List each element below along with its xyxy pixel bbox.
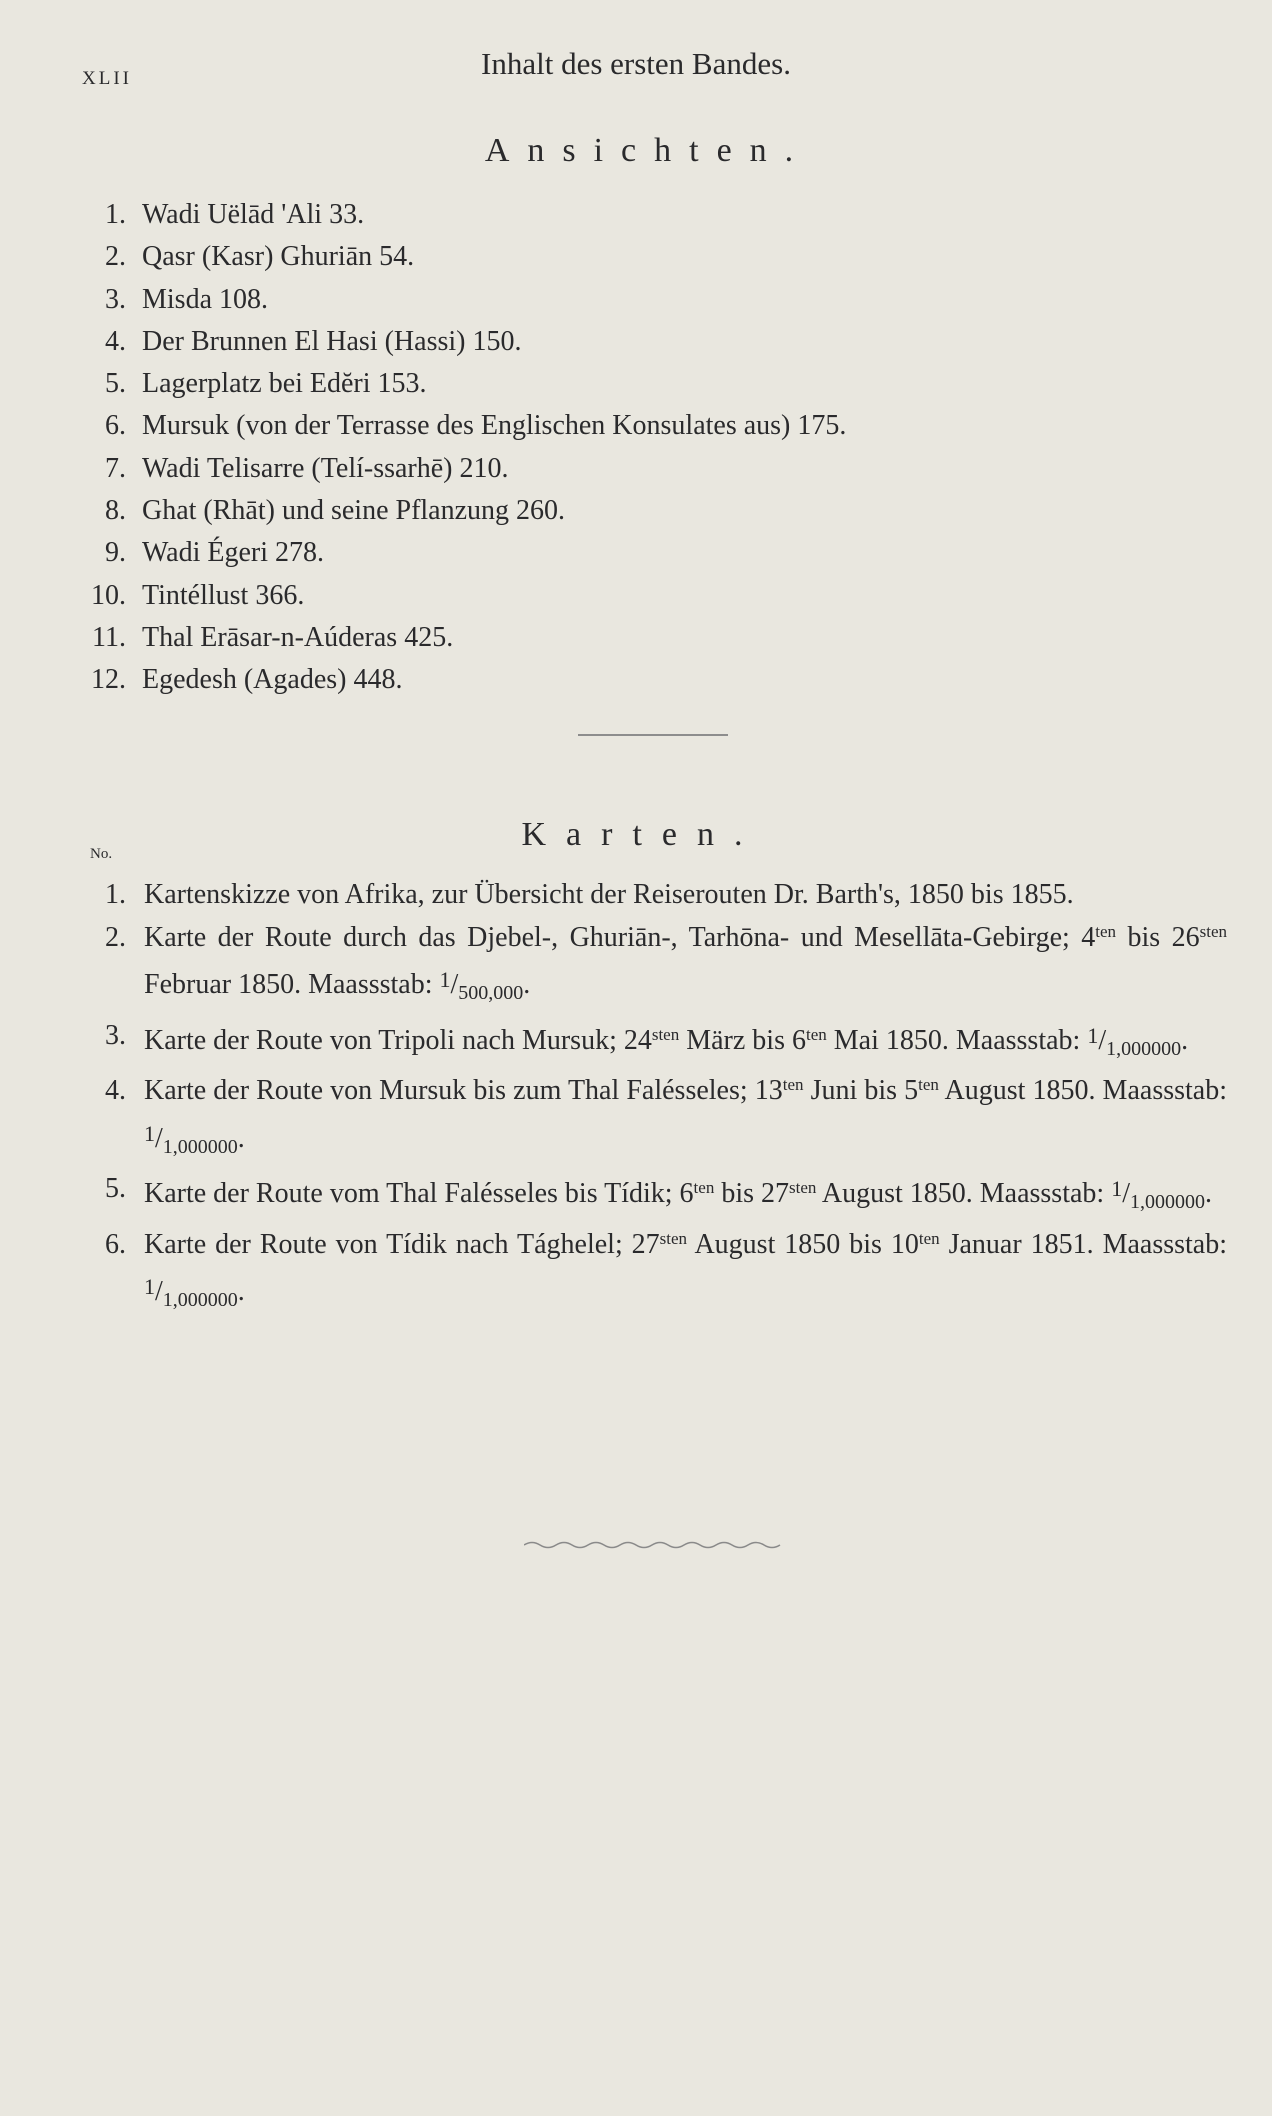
list-item (0, 1168, 1227, 1224)
item-text: Karte der Route vom Thal Falésseles bis Tídik; $6^{ten}$ bis $27^{sten}$ August 1850. Maassstab: $^1/_{1,000000}$. (144, 1176, 1212, 1213)
item-number: 1. (105, 199, 126, 230)
item-number: 5. (105, 1173, 126, 1204)
list-item (0, 874, 1227, 917)
item-text: Thal Erāsar-n-Aúderas 425. (142, 621, 454, 653)
scale-fraction: $^1/_{1,000000}$ (144, 1274, 238, 1311)
item-text: Wadi Égeri 278. (142, 537, 325, 569)
item-number: 3. (105, 283, 126, 315)
item-number: 2. (105, 921, 126, 953)
running-title: Inhalt des ersten Bandes. (481, 46, 791, 81)
section-divider (578, 734, 728, 736)
item-text: Karte der Route von Mursuk bis zum Thal Falésseles; $13^{ten}$ Juni bis $5^{ten}$ August 1850. Maassstab: $^1/_{1,000000}$. (144, 1075, 1227, 1158)
item-text: Qasr (Kasr) Ghuriān 54. (142, 241, 415, 273)
list-item (0, 917, 1227, 1015)
item-text: Karte der Route durch das Djebel-, Ghuriān-, Tarhōna- und Mesellāta-Gebirge; $4^{ten}$ bis $26^{sten}$ Februar 1850. Maassstab: $^1/_{500,000}$. (144, 921, 1227, 1004)
item-number: 9. (105, 537, 126, 569)
item-number: 10. (91, 579, 126, 611)
item-number: 3. (105, 1019, 126, 1051)
list-item (0, 1015, 1227, 1071)
scale-fraction: $^1/_{1,000000}$ (1087, 1022, 1182, 1060)
maps-section-title: Karten. (521, 816, 763, 853)
item-number: 4. (105, 1075, 126, 1106)
item-number: 4. (105, 325, 126, 357)
item-text: Tintéllust 366. (142, 579, 305, 611)
item-text: Karte der Route von Tídik nach Tághelel; $27^{sten}$ August 1850 bis $10^{ten}$ Januar 1851. Maassstab: $^1/_{1,000000}$. (144, 1228, 1227, 1311)
item-number: 1. (105, 879, 126, 910)
page-number: XLII (82, 68, 132, 89)
item-number: 2. (105, 241, 126, 273)
item-number: 6. (105, 1228, 126, 1260)
number-column-label: No. (90, 846, 113, 862)
item-text: Misda 108. (142, 283, 268, 315)
item-text: Lagerplatz bei Edĕri 153. (142, 368, 427, 400)
list-item (0, 1224, 1227, 1322)
list-item (0, 1070, 1227, 1168)
maps-list (0, 874, 1227, 1322)
scale-fraction: $^1/_{1,000000}$ (144, 1120, 238, 1158)
item-text: Karte der Route von Tripoli nach Mursuk; $24^{sten}$ März bis $6^{ten}$ Mai 1850. Maassstab: $^1/_{1,000000}$. (144, 1022, 1189, 1060)
item-text: Mursuk (von der Terrasse des Englischen Konsulates aus) 175. (142, 410, 847, 442)
item-text: Der Brunnen El Hasi (Hassi) 150. (142, 325, 522, 357)
item-text: Wadi Uëlād 'Ali 33. (142, 199, 365, 230)
item-text: Wadi Telisarre (Telí-ssarhē) 210. (142, 452, 509, 484)
item-number: 6. (105, 410, 126, 442)
item-text: Kartenskizze von Afrika, zur Übersicht der Reiserouten Dr. Barth's, 1850 bis 1855. (144, 879, 1074, 910)
scale-fraction: $^1/_{500,000}$ (439, 967, 524, 1004)
item-number: 8. (105, 495, 126, 527)
item-number: 7. (105, 452, 126, 484)
views-section-title: Ansichten. (484, 132, 812, 169)
scale-fraction: $^1/_{1,000000}$ (1111, 1176, 1205, 1213)
item-number: 11. (92, 621, 126, 653)
item-number: 12. (91, 664, 126, 696)
item-text: Egedesh (Agades) 448. (142, 664, 403, 696)
item-text: Ghat (Rhāt) und seine Pflanzung 260. (142, 495, 566, 527)
item-number: 5. (105, 368, 126, 400)
end-ornament (524, 1538, 784, 1552)
